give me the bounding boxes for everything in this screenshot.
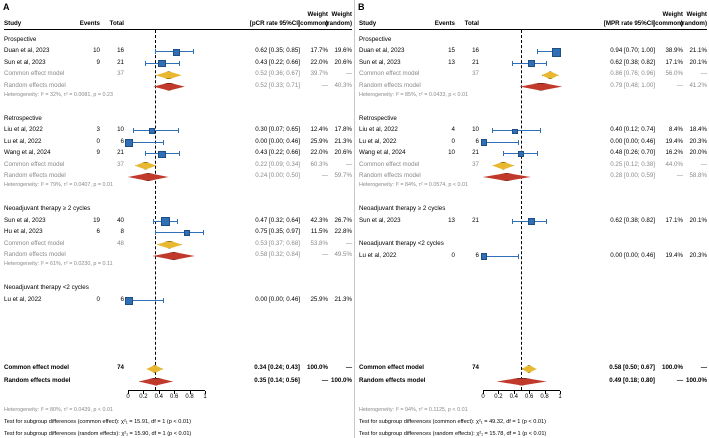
row-total: 37 <box>472 160 479 168</box>
row-weight-random: 59.7% <box>334 172 352 179</box>
row-weight-common: 17.1% <box>665 216 683 224</box>
row-effect: 0.79 [0.48; 1.00] <box>610 81 655 89</box>
row-effect: 0.24 [0.00; 0.50] <box>255 172 300 179</box>
row-weight-common: 17.7% <box>310 47 328 55</box>
row-effect: 0.62 [0.38; 0.82] <box>610 216 655 224</box>
row-events: 10 <box>448 149 455 157</box>
row-weight-random: 20.6% <box>334 149 352 157</box>
row-weight-random: — <box>345 70 352 78</box>
common-effect-diamond <box>492 162 514 170</box>
header-weight-random-2: (random) <box>680 19 707 27</box>
row-weight-common: 8.4% <box>668 126 683 134</box>
row-study-label: Lu et al, 2022 <box>359 251 397 259</box>
common-effect-diamond <box>522 365 537 373</box>
point-estimate-square <box>125 297 133 305</box>
subgroup-heterogeneity: Heterogeneity: I² = 79%, τ² = 0.0407, p = 0.01 <box>4 182 113 189</box>
ci-cap-high <box>163 298 164 303</box>
random-effects-diamond <box>128 173 169 181</box>
row-total: 16 <box>472 47 479 55</box>
ci-line <box>155 232 203 233</box>
row-weight-random: 21.3% <box>334 137 352 145</box>
footnote-2: Test for subgroup differences (common effect): χ²₁ = 49.32, df = 1 (p < 0.01) <box>359 419 546 425</box>
row-weight-random: 20.0% <box>689 149 707 157</box>
random-effects-diamond <box>483 173 530 181</box>
point-estimate-square <box>125 139 133 147</box>
row-effect: 0.22 [0.09; 0.34] <box>255 160 300 168</box>
header-weight-random-2: (random) <box>325 19 352 27</box>
subgroup-heterogeneity: Heterogeneity: I² = 32%, τ² = 0.0081, p = 0.23 <box>4 92 113 98</box>
row-weight-common: 19.4% <box>665 251 683 259</box>
ci-cap-high <box>178 128 179 133</box>
row-study-label: Random effects model <box>4 81 66 89</box>
row-study-label: Liu et al, 2022 <box>359 126 398 134</box>
row-study-label: Duan et al, 2023 <box>359 47 405 55</box>
footnote-3: Test for subgroup differences (random effects): χ²₁ = 15.78, df = 1 (p < 0.01) <box>359 431 547 437</box>
row-weight-common: 60.3% <box>310 160 328 168</box>
row-weight-random: 58.8% <box>689 172 707 179</box>
row-weight-common: 38.9% <box>665 47 683 55</box>
row-weight-common: — <box>321 251 328 258</box>
x-axis-tick-label: 0.6 <box>170 394 179 400</box>
x-axis-tick-label: 0.8 <box>185 394 194 400</box>
row-effect: 0.52 [0.33; 0.71] <box>255 81 300 89</box>
row-effect: 0.52 [0.36; 0.67] <box>255 70 300 78</box>
row-weight-random: 20.1% <box>689 58 707 66</box>
row-effect: 0.00 [0.00; 0.46] <box>255 295 300 303</box>
row-effect: 0.48 [0.26; 0.70] <box>610 149 655 157</box>
row-weight-common: 56.0% <box>665 70 683 78</box>
point-estimate-square <box>518 151 525 158</box>
row-events: 9 <box>96 58 100 66</box>
row-events: 10 <box>93 47 100 55</box>
row-effect: 0.86 [0.76; 0.96] <box>610 70 655 78</box>
header-effect: [pCR rate 95%CI] <box>249 19 300 27</box>
row-effect: 0.58 [0.32; 0.84] <box>255 251 300 258</box>
row-study-label: Wang et al, 2024 <box>4 149 51 157</box>
row-events: 15 <box>448 47 455 55</box>
x-axis-tick-label: 0.4 <box>509 394 518 400</box>
point-estimate-square <box>184 230 190 236</box>
panel-label-A: A <box>3 2 10 12</box>
subgroup-heterogeneity: Heterogeneity: I² = 61%, τ² = 0.0230, p = 0.11 <box>4 261 113 268</box>
ci-line <box>128 142 163 143</box>
header-weight-random-1: Weight <box>686 11 707 18</box>
point-estimate-square <box>481 253 488 260</box>
row-study-label: Lu et al, 2022 <box>4 137 42 145</box>
row-total: 37 <box>117 70 124 78</box>
row-weight-random: 19.6% <box>334 47 352 55</box>
overall-weight-random: — <box>700 364 707 371</box>
row-weight-random: 22.8% <box>334 228 352 236</box>
overall-study-label: Common effect model <box>359 364 424 371</box>
x-axis-line <box>128 390 205 391</box>
random-effects-diamond <box>153 252 195 260</box>
row-study-label: Lu et al, 2022 <box>4 295 42 303</box>
ci-cap-low <box>155 49 156 54</box>
row-events: 0 <box>451 251 455 259</box>
x-axis-tick-label: 0.6 <box>525 394 534 400</box>
overall-weight-random: 100.0% <box>331 376 352 384</box>
row-weight-random: 21.3% <box>334 295 352 303</box>
row-study-label: Sun et al, 2023 <box>359 58 401 66</box>
row-events: 19 <box>93 216 100 224</box>
row-effect: 0.00 [0.00; 0.46] <box>610 251 655 259</box>
random-effects-diamond <box>139 378 173 386</box>
row-weight-common: 16.2% <box>665 149 683 157</box>
subgroup-title: Retrospective <box>4 115 42 122</box>
point-estimate-square <box>512 129 517 134</box>
footnote-1: Heterogeneity: I² = 80%, τ² = 0.0439, p < 0.01 <box>4 407 113 413</box>
row-weight-common: — <box>321 81 328 89</box>
row-weight-random: 18.4% <box>689 126 707 134</box>
row-weight-common: 25.9% <box>310 295 328 303</box>
subgroup-title: Neoadjuvant therapy <2 cycles <box>4 284 89 292</box>
point-estimate-square <box>528 60 535 67</box>
row-weight-random: 21.1% <box>689 47 707 55</box>
row-weight-random: 41.2% <box>689 81 707 89</box>
row-weight-common: 44.0% <box>665 160 683 168</box>
ci-cap-high <box>546 61 547 66</box>
common-effect-diamond <box>156 241 182 249</box>
overall-study-label: Random effects model <box>4 376 71 384</box>
row-study-label: Duan et al, 2023 <box>4 47 50 55</box>
header-total: Total <box>464 19 479 27</box>
row-effect: 0.43 [0.22; 0.66] <box>255 149 300 157</box>
row-weight-random: 17.8% <box>334 126 352 134</box>
row-events: 13 <box>448 216 455 224</box>
row-events: 0 <box>96 295 100 303</box>
row-total: 40 <box>117 216 124 224</box>
row-weight-random: — <box>345 239 352 247</box>
overall-weight-common: 100.0% <box>662 364 683 371</box>
overall-effect: 0.35 [0.14; 0.56] <box>254 376 300 384</box>
x-axis-line <box>483 390 560 391</box>
forest-panel-a <box>0 0 354 438</box>
overall-effect: 0.49 [0.18; 0.80] <box>609 376 655 384</box>
row-total: 10 <box>117 126 124 134</box>
ci-cap-high <box>193 49 194 54</box>
row-study-label: Wang et al, 2024 <box>359 149 406 157</box>
ci-cap-low <box>155 230 156 235</box>
row-study-label: Random effects model <box>4 251 66 258</box>
row-weight-random: — <box>700 160 707 168</box>
overall-weight-common: — <box>321 376 328 384</box>
ci-cap-high <box>518 140 519 145</box>
ci-cap-high <box>518 254 519 259</box>
header-weight-common-2: (common) <box>298 19 328 27</box>
subgroup-heterogeneity: Heterogeneity: I² = 85%, τ² = 0.0433, p < 0.01 <box>359 92 468 98</box>
overall-study-label: Common effect model <box>4 364 69 371</box>
row-effect: 0.40 [0.12; 0.74] <box>610 126 655 134</box>
overall-total: 74 <box>472 364 479 371</box>
subgroup-title: Retrospective <box>359 115 397 122</box>
subgroup-title: Neoadjuvant therapy ≥ 2 cycles <box>359 205 446 213</box>
row-study-label: Hu et al, 2023 <box>4 228 43 236</box>
row-effect: 0.62 [0.38; 0.82] <box>610 58 655 66</box>
row-weight-random: 20.6% <box>334 58 352 66</box>
row-events: 6 <box>96 228 100 236</box>
header-weight-common-1: Weight <box>307 11 328 18</box>
point-estimate-square <box>158 151 165 158</box>
row-weight-common: 17.1% <box>665 58 683 66</box>
ci-line <box>483 142 518 143</box>
point-estimate-square <box>161 217 170 226</box>
x-axis-tick-label: 0 <box>126 394 130 400</box>
x-axis-tick-label: 0 <box>481 394 485 400</box>
header-effect: [MPR rate 95%CI] <box>603 19 655 27</box>
point-estimate-square <box>481 139 488 146</box>
ci-cap-low <box>512 219 513 224</box>
overall-effect: 0.58 [0.50; 0.67] <box>609 364 655 371</box>
row-effect: 0.00 [0.00; 0.46] <box>610 137 655 145</box>
row-total: 37 <box>117 160 124 168</box>
ci-cap-low <box>503 151 504 156</box>
reference-line <box>521 30 522 390</box>
ci-cap-high <box>203 230 204 235</box>
row-weight-random: — <box>345 160 352 168</box>
row-weight-common: 22.0% <box>310 149 328 157</box>
row-total: 16 <box>117 47 124 55</box>
row-weight-common: 39.7% <box>310 70 328 78</box>
row-weight-common: 12.4% <box>310 126 328 134</box>
x-axis-tick-label: 0.8 <box>540 394 549 400</box>
footnote-3: Test for subgroup differences (random effects): χ²₁ = 15.90, df = 1 (p < 0.01) <box>4 431 192 437</box>
row-weight-common: 22.0% <box>310 58 328 66</box>
header-weight-common-1: Weight <box>662 11 683 18</box>
ci-cap-low <box>537 49 538 54</box>
row-effect: 0.25 [0.12; 0.38] <box>610 160 655 168</box>
row-study-label: Liu et al, 2022 <box>4 126 43 134</box>
x-axis-tick-label: 0.2 <box>139 394 148 400</box>
row-total: 10 <box>472 126 479 134</box>
row-study-label: Sun et al, 2023 <box>4 216 46 224</box>
row-weight-common: — <box>676 81 683 89</box>
row-effect: 0.62 [0.35; 0.85] <box>255 47 300 55</box>
ci-cap-low <box>512 61 513 66</box>
footnote-2: Test for subgroup differences (common effect): χ²₁ = 15.91, df = 1 (p < 0.01) <box>4 419 191 425</box>
row-weight-random: 49.5% <box>334 251 352 258</box>
row-total: 21 <box>472 149 479 157</box>
row-study-label: Random effects model <box>359 172 421 179</box>
row-effect: 0.47 [0.32; 0.64] <box>255 216 300 224</box>
x-axis-tick-label: 0.2 <box>494 394 503 400</box>
ci-cap-high <box>537 151 538 156</box>
row-weight-common: 25.9% <box>310 137 328 145</box>
common-effect-diamond <box>146 365 163 373</box>
row-effect: 0.30 [0.07; 0.65] <box>255 126 300 134</box>
reference-line <box>155 30 156 390</box>
overall-weight-random: — <box>345 364 352 371</box>
common-effect-diamond <box>135 162 156 170</box>
point-estimate-square <box>552 48 561 57</box>
row-events: 0 <box>451 137 455 145</box>
row-total: 21 <box>117 149 124 157</box>
overall-effect: 0.34 [0.24; 0.43] <box>254 364 300 371</box>
forest-panel-b <box>355 0 709 438</box>
header-weight-random-1: Weight <box>331 11 352 18</box>
row-total: 21 <box>117 58 124 66</box>
row-study-label: Common effect model <box>4 160 65 168</box>
row-events: 9 <box>96 149 100 157</box>
row-total: 48 <box>117 239 124 247</box>
row-study-label: Random effects model <box>359 81 421 89</box>
row-study-label: Sun et al, 2023 <box>4 58 46 66</box>
row-effect: 0.28 [0.00; 0.59] <box>610 172 655 179</box>
row-weight-common: — <box>676 172 683 179</box>
row-weight-common: 19.4% <box>665 137 683 145</box>
subgroup-title: Neoadjuvant therapy <2 cycles <box>359 240 444 248</box>
row-weight-random: 40.3% <box>334 81 352 89</box>
header-rule <box>359 29 707 30</box>
ci-cap-low <box>145 61 146 66</box>
row-effect: 0.75 [0.35; 0.97] <box>255 228 300 236</box>
ci-cap-high <box>177 219 178 224</box>
row-total: 6 <box>475 137 479 145</box>
row-study-label: Common effect model <box>359 70 420 78</box>
random-effects-diamond <box>497 378 547 386</box>
subgroup-title: Neoadjuvant therapy ≥ 2 cycles <box>4 205 91 213</box>
overall-study-label: Random effects model <box>359 376 426 384</box>
x-axis-tick-label: 0.4 <box>154 394 163 400</box>
row-total: 6 <box>475 251 479 259</box>
row-weight-common: — <box>321 172 328 179</box>
ci-cap-low <box>133 128 134 133</box>
row-effect: 0.00 [0.00; 0.46] <box>255 137 300 145</box>
ci-cap-low <box>492 128 493 133</box>
ci-line <box>133 130 178 131</box>
point-estimate-square <box>173 49 180 56</box>
header-study: Study <box>4 19 22 27</box>
point-estimate-square <box>149 128 155 134</box>
row-total: 6 <box>120 295 124 303</box>
ci-line <box>483 256 518 257</box>
overall-total: 74 <box>117 364 124 371</box>
row-effect: 0.43 [0.22; 0.66] <box>255 58 300 66</box>
ci-cap-high <box>540 128 541 133</box>
row-total: 21 <box>472 58 479 66</box>
row-total: 37 <box>472 70 479 78</box>
row-weight-random: — <box>700 70 707 78</box>
row-weight-random: 26.7% <box>334 216 352 224</box>
row-total: 6 <box>120 137 124 145</box>
row-events: 0 <box>96 137 100 145</box>
ci-cap-high <box>546 219 547 224</box>
header-events: Events <box>434 19 455 27</box>
ci-cap-high <box>163 140 164 145</box>
ci-cap-high <box>179 61 180 66</box>
row-weight-common: 42.3% <box>310 216 328 224</box>
row-weight-random: 20.1% <box>689 216 707 224</box>
row-weight-common: 11.5% <box>310 228 328 236</box>
row-weight-common: 53.8% <box>310 239 328 247</box>
footnote-1: Heterogeneity: I² = 94%, τ² = 0.1125, p < 0.01 <box>359 407 468 413</box>
subgroup-title: Prospective <box>4 36 37 43</box>
row-weight-random: 20.3% <box>689 137 707 145</box>
point-estimate-square <box>158 60 165 67</box>
row-study-label: Common effect model <box>4 70 65 78</box>
row-study-label: Common effect model <box>359 160 420 168</box>
overall-weight-common: 100.0% <box>307 364 328 371</box>
x-axis-tick-label: 1 <box>558 394 562 400</box>
row-events: 3 <box>96 126 100 134</box>
header-weight-common-2: (common) <box>653 19 683 27</box>
subgroup-heterogeneity: Heterogeneity: I² = 84%, τ² = 0.0574, p < 0.01 <box>359 182 468 189</box>
common-effect-diamond <box>542 71 559 79</box>
header-events: Events <box>79 19 100 27</box>
row-total: 8 <box>120 228 124 236</box>
ci-line <box>128 300 163 301</box>
common-effect-diamond <box>156 71 182 79</box>
header-rule <box>4 29 352 30</box>
random-effects-diamond <box>520 83 562 91</box>
random-effects-diamond <box>153 83 184 91</box>
row-study-label: Random effects model <box>4 172 66 179</box>
row-effect: 0.94 [0.70; 1.00] <box>610 47 655 55</box>
header-study: Study <box>359 19 377 27</box>
overall-weight-common: — <box>676 376 683 384</box>
row-weight-random: 20.3% <box>689 251 707 259</box>
row-study-label: Common effect model <box>4 239 65 247</box>
row-events: 4 <box>451 126 455 134</box>
ci-cap-low <box>145 151 146 156</box>
row-effect: 0.53 [0.37; 0.68] <box>255 239 300 247</box>
ci-cap-high <box>179 151 180 156</box>
row-total: 21 <box>472 216 479 224</box>
ci-cap-low <box>153 219 154 224</box>
panel-label-B: B <box>358 2 365 12</box>
header-total: Total <box>109 19 124 27</box>
subgroup-title: Prospective <box>359 36 392 43</box>
row-events: 13 <box>448 58 455 66</box>
row-study-label: Lu et al, 2022 <box>359 137 397 145</box>
overall-weight-random: 100.0% <box>686 376 707 384</box>
x-axis-tick-label: 1 <box>203 394 207 400</box>
row-study-label: Sun et al, 2023 <box>359 216 401 224</box>
point-estimate-square <box>528 218 535 225</box>
